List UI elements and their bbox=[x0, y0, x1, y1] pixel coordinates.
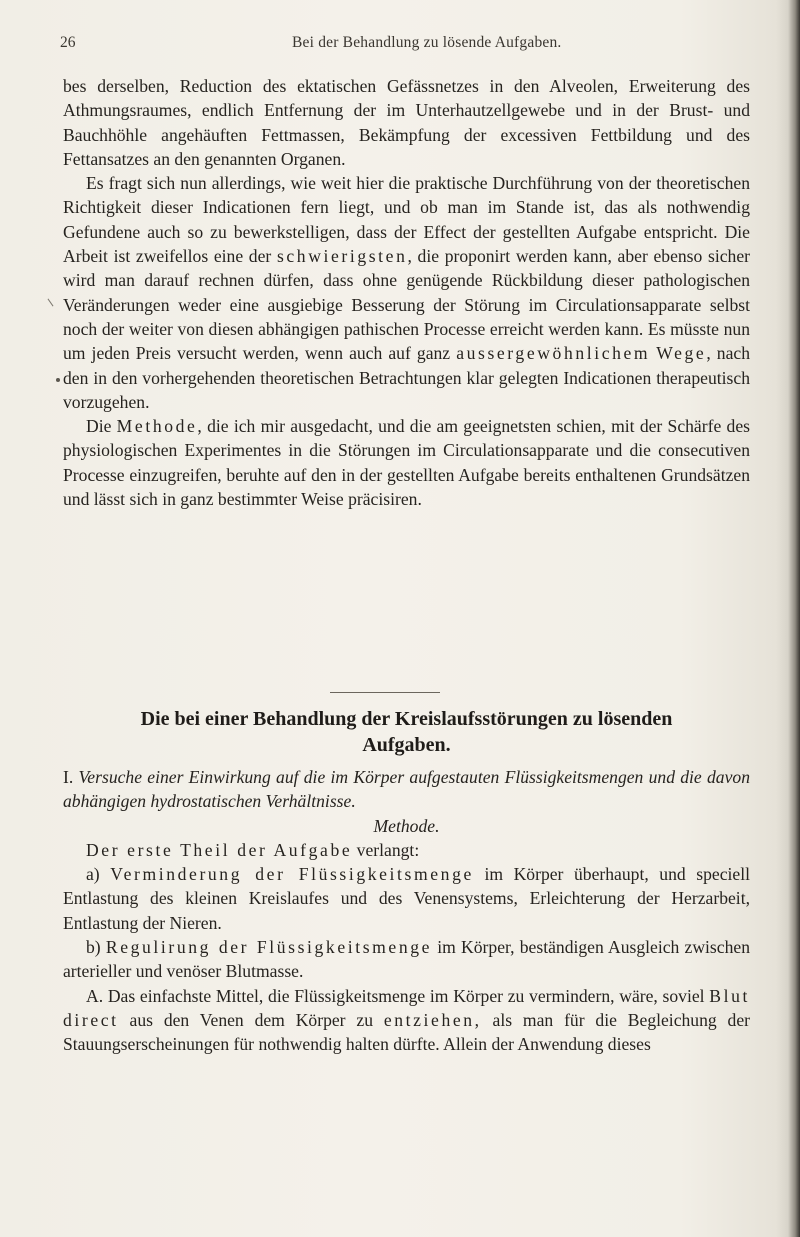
task-item-b-rest: im Körper, beständigen Ausgleich zwischen arterieller und venöser Blutmasse. bbox=[63, 937, 750, 982]
subsection-title-text: Versuche einer Einwirkung auf die im Körper aufgestauten Flüssigkeitsmengen und die davon abhängigen hydrostatischen Verhältnisse. bbox=[63, 767, 750, 812]
section-divider bbox=[330, 692, 440, 693]
task-paragraph-a-blut: Blut direct bbox=[63, 985, 750, 1030]
task-item-a-spaced: Verminderung der Flüssigkeitsmenge bbox=[110, 864, 474, 885]
task-item-b-label: b) bbox=[86, 937, 101, 958]
section-heading-line1: Die bei einer Behandlung der Kreislaufsstörungen zu lösenden bbox=[140, 708, 673, 730]
task-item-a-rest: im Körper überhaupt, und speciell Entlastung des kleinen Kreislaufes und des Venensystems, Erleichterung der Herzarbeit, Entlastung der Nieren. bbox=[63, 864, 750, 933]
task-item-b-spaced: Regulirung der Flüssigkeitsmenge bbox=[105, 937, 433, 958]
running-head: Bei der Behandlung zu lösende Aufgaben. bbox=[292, 34, 562, 51]
paragraph-continuation: bes derselben, Reduction des ektatischen Gefässnetzes in den Alveolen, Erweiterung des Athmungsraumes, endlich Entfernung der im Unterhautzellgewebe und in der Brust- und Bauchhöhle angehäuften Fettmassen, Bekämpfung der excessiven Fettbildung und des Fettansatzes an den genannten Organen. bbox=[63, 76, 750, 169]
paragraph-practical-text-3: , nach den in den vorhergehenden theoretischen Betrachtungen klar gelegten Indicationen therapeutisch vorzugehen. bbox=[63, 343, 750, 412]
spaced-word: aussergewöhnlichem bbox=[456, 343, 651, 364]
task-item-a bbox=[63, 862, 750, 935]
spaced-word: schwierigsten bbox=[276, 246, 408, 267]
task-item-b bbox=[63, 935, 750, 984]
paragraph-practical-text-1: Es fragt sich nun allerdings, wie weit hier die praktische Durchführung von der theoretischen Richtigkeit dieser Indicationen fern liegt, und ob man im Stande ist, das als nothwendig Gefundene auch so zu bewerkstelligen, dass der Effect der gestellten Aufgabe entspricht. Die Arbeit ist zweifellos eine der bbox=[63, 173, 750, 267]
paragraph-method-text-0: Die bbox=[86, 416, 117, 437]
page-header bbox=[60, 34, 760, 58]
task-paragraph-a bbox=[63, 984, 750, 1057]
paragraph-practical bbox=[63, 171, 750, 414]
subsection-method: Methode. bbox=[373, 815, 440, 836]
page-number: 26 bbox=[60, 34, 76, 51]
task-paragraph-a-text-1: A. Das einfachste Mittel, die Flüssigkeitsmenge im Körper zu vermindern, wäre, soviel bbox=[86, 985, 705, 1006]
spaced-word: Wege bbox=[656, 343, 707, 364]
task-paragraph-a-text-3: als man für die Begleichung der Stauungserscheinungen für nothwendig halten dürfte. Allein der Anwendung dieses bbox=[63, 1009, 751, 1055]
subsection-label: I. bbox=[63, 767, 74, 787]
task-item-a-label: a) bbox=[86, 864, 100, 885]
page-edge-shadow bbox=[788, 0, 800, 1237]
task-intro-spaced: Der erste Theil der Aufgabe bbox=[86, 839, 353, 860]
task-intro bbox=[63, 838, 750, 862]
task-paragraph-a-entziehen: entziehen, bbox=[383, 1009, 482, 1030]
paragraph-method-text: , die ich mir ausgedacht, und die am geeignetsten schien, mit der Schärfe des physiologischen Experimentes in die Störungen im Circulationsapparate und die consecutiven Processe einzugreifen, beruhte auf den in der gestellten Aufgabe bereits enthaltenen Grundsätzen und lässt sich in ganz bestimmter Weise präcisiren. bbox=[63, 416, 750, 510]
section-heading-line2: Aufgaben. bbox=[362, 734, 451, 756]
body-text bbox=[63, 74, 750, 511]
subsection-title bbox=[63, 765, 750, 838]
spaced-word: Methode bbox=[116, 416, 198, 437]
task-paragraph-a-text-2: aus den Venen dem Körper zu bbox=[129, 1009, 373, 1030]
margin-dot bbox=[56, 378, 60, 382]
paragraph-method bbox=[63, 414, 750, 511]
section-heading bbox=[63, 706, 750, 758]
margin-tick bbox=[48, 299, 54, 307]
task-intro-rest: verlangt: bbox=[356, 839, 420, 860]
paragraph-practical-text-2: , die proponirt werden kann, aber ebenso sicher wird man darauf rechnen dürfen, dass ohne genügende Rückbildung dieser pathologischen Veränderungen weder eine ausgiebige Besserung der Störung im Circulationsapparate selbst noch der weiter von diesen abhängigen pathischen Processe erreicht werden kann. Es müsste nun um jeden Preis versucht werden, wenn auch auf ganz bbox=[63, 246, 750, 364]
lower-text bbox=[63, 765, 750, 1057]
